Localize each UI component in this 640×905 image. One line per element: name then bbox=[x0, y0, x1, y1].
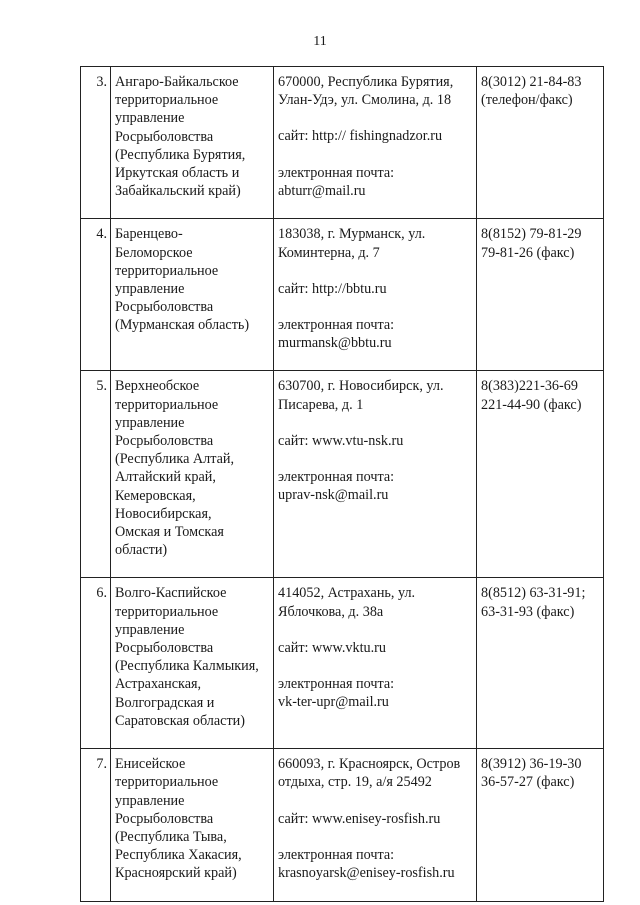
office-name-line: Верхнеобское bbox=[115, 378, 200, 395]
office-name-line: Баренцево- bbox=[115, 226, 183, 243]
phone-line: 8(383)221-36-69 bbox=[481, 378, 578, 395]
office-name-line: Республика Хакасия, bbox=[115, 847, 242, 864]
website-link[interactable]: сайт: http://bbtu.ru bbox=[278, 280, 387, 297]
website-link[interactable]: сайт: www.vtu-nsk.ru bbox=[278, 432, 404, 449]
office-name-line: Росрыболовства bbox=[115, 640, 214, 657]
phone-line: 8(8152) 79-81-29 bbox=[481, 226, 582, 243]
email-label: электронная почта: bbox=[278, 676, 395, 693]
office-name-line: управление bbox=[115, 110, 185, 127]
website-link[interactable]: сайт: www.vktu.ru bbox=[278, 639, 386, 656]
office-name-cell bbox=[111, 578, 274, 749]
offices-table bbox=[80, 66, 604, 902]
page-number: 11 bbox=[313, 34, 327, 49]
phone-cell bbox=[477, 67, 604, 219]
office-name-line: Алтайский край, bbox=[115, 469, 216, 486]
row-number: 6. bbox=[81, 578, 111, 749]
email-link[interactable]: krasnoyarsk@enisey-rosfish.ru bbox=[278, 864, 455, 881]
office-name-line: (Республика Тыва, bbox=[115, 828, 227, 845]
row-number: 4. bbox=[81, 219, 111, 371]
office-name-line: Саратовская области) bbox=[115, 712, 246, 729]
table-row bbox=[81, 749, 604, 901]
address-line: 630700, г. Новосибирск, ул. bbox=[278, 378, 444, 395]
table-row bbox=[81, 578, 604, 749]
office-name-line: территориальное bbox=[115, 603, 219, 620]
office-name-line: территориальное bbox=[115, 262, 219, 279]
address-line: отдыха, стр. 19, а/я 25492 bbox=[278, 774, 432, 791]
table-row bbox=[81, 371, 604, 578]
office-name-line: (Мурманская область) bbox=[115, 317, 250, 334]
office-name-line: Кемеровская, bbox=[115, 487, 196, 504]
phone-line: 221-44-90 (факс) bbox=[481, 396, 582, 413]
row-number: 7. bbox=[81, 749, 111, 901]
email-link[interactable]: abturr@mail.ru bbox=[278, 182, 366, 199]
office-name-line: Омская и Томская bbox=[115, 524, 224, 541]
table-row bbox=[81, 67, 604, 219]
email-link[interactable]: vk-ter-upr@mail.ru bbox=[278, 694, 389, 711]
address-line: Яблочкова, д. 38а bbox=[278, 603, 384, 620]
email-label: электронная почта: bbox=[278, 164, 395, 181]
office-name-line: Росрыболовства bbox=[115, 810, 214, 827]
office-name-line: Росрыболовства bbox=[115, 299, 214, 316]
office-name-cell bbox=[111, 371, 274, 578]
office-name-cell bbox=[111, 67, 274, 219]
phone-cell bbox=[477, 371, 604, 578]
address-cell bbox=[274, 578, 477, 749]
website-link[interactable]: сайт: www.enisey-rosfish.ru bbox=[278, 810, 441, 827]
office-name-line: (Республика Алтай, bbox=[115, 451, 235, 468]
office-name-line: Енисейское bbox=[115, 756, 186, 773]
phone-line: 36-57-27 (факс) bbox=[481, 774, 575, 791]
address-cell bbox=[274, 371, 477, 578]
office-name-line: (Республика Бурятия, bbox=[115, 146, 246, 163]
office-name-line: области) bbox=[115, 542, 168, 559]
phone-cell bbox=[477, 578, 604, 749]
address-line: 414052, Астрахань, ул. bbox=[278, 585, 416, 602]
address-line: Писарева, д. 1 bbox=[278, 396, 364, 413]
phone-line: 8(8512) 63-31-91; bbox=[481, 585, 586, 602]
office-name-line: Росрыболовства bbox=[115, 433, 214, 450]
phone-line: 79-81-26 (факс) bbox=[481, 244, 575, 261]
office-name-line: Беломорское bbox=[115, 244, 193, 261]
website-link[interactable]: сайт: http:// fishingnadzor.ru bbox=[278, 128, 443, 145]
office-name-line: Красноярский край) bbox=[115, 865, 237, 882]
row-number: 3. bbox=[81, 67, 111, 219]
row-number: 5. bbox=[81, 371, 111, 578]
office-name-line: территориальное bbox=[115, 774, 219, 791]
office-name-line: территориальное bbox=[115, 396, 219, 413]
office-name-line: Забайкальский край) bbox=[115, 183, 241, 200]
address-cell bbox=[274, 219, 477, 371]
office-name-line: управление bbox=[115, 621, 185, 638]
office-name-line: (Республика Калмыкия, bbox=[115, 658, 259, 675]
office-name-line: Волгоградская и bbox=[115, 694, 215, 711]
office-name-line: управление bbox=[115, 792, 185, 809]
phone-line: 63-31-93 (факс) bbox=[481, 603, 575, 620]
office-name-cell bbox=[111, 749, 274, 901]
address-line: Коминтерна, д. 7 bbox=[278, 244, 380, 261]
phone-cell bbox=[477, 219, 604, 371]
address-line: 183038, г. Мурманск, ул. bbox=[278, 226, 426, 243]
address-cell bbox=[274, 67, 477, 219]
email-label: электронная почта: bbox=[278, 317, 395, 334]
phone-line: (телефон/факс) bbox=[481, 92, 573, 109]
office-name-line: Иркутская область и bbox=[115, 165, 240, 182]
phone-line: 8(3912) 36-19-30 bbox=[481, 756, 582, 773]
phone-line: 8(3012) 21-84-83 bbox=[481, 74, 582, 90]
table-row bbox=[81, 219, 604, 371]
address-line: Улан-Удэ, ул. Смолина, д. 18 bbox=[278, 92, 452, 109]
office-name-line: Волго-Каспийское bbox=[115, 585, 227, 602]
office-name-line: Астраханская, bbox=[115, 676, 202, 693]
office-name-line: Новосибирская, bbox=[115, 505, 212, 522]
address-cell bbox=[274, 749, 477, 901]
office-name-line: Ангаро-Байкальское bbox=[115, 74, 239, 90]
address-line: 660093, г. Красноярск, Остров bbox=[278, 756, 461, 773]
office-name-line: территориальное bbox=[115, 92, 219, 109]
email-link[interactable]: murmansk@bbtu.ru bbox=[278, 335, 392, 352]
office-name-cell bbox=[111, 219, 274, 371]
office-name-line: Росрыболовства bbox=[115, 128, 214, 145]
office-name-line: управление bbox=[115, 281, 185, 298]
email-label: электронная почта: bbox=[278, 846, 395, 863]
office-name-line: управление bbox=[115, 414, 185, 431]
email-link[interactable]: uprav-nsk@mail.ru bbox=[278, 487, 389, 504]
phone-cell bbox=[477, 749, 604, 901]
address-line: 670000, Республика Бурятия, bbox=[278, 74, 454, 90]
email-label: электронная почта: bbox=[278, 469, 395, 486]
